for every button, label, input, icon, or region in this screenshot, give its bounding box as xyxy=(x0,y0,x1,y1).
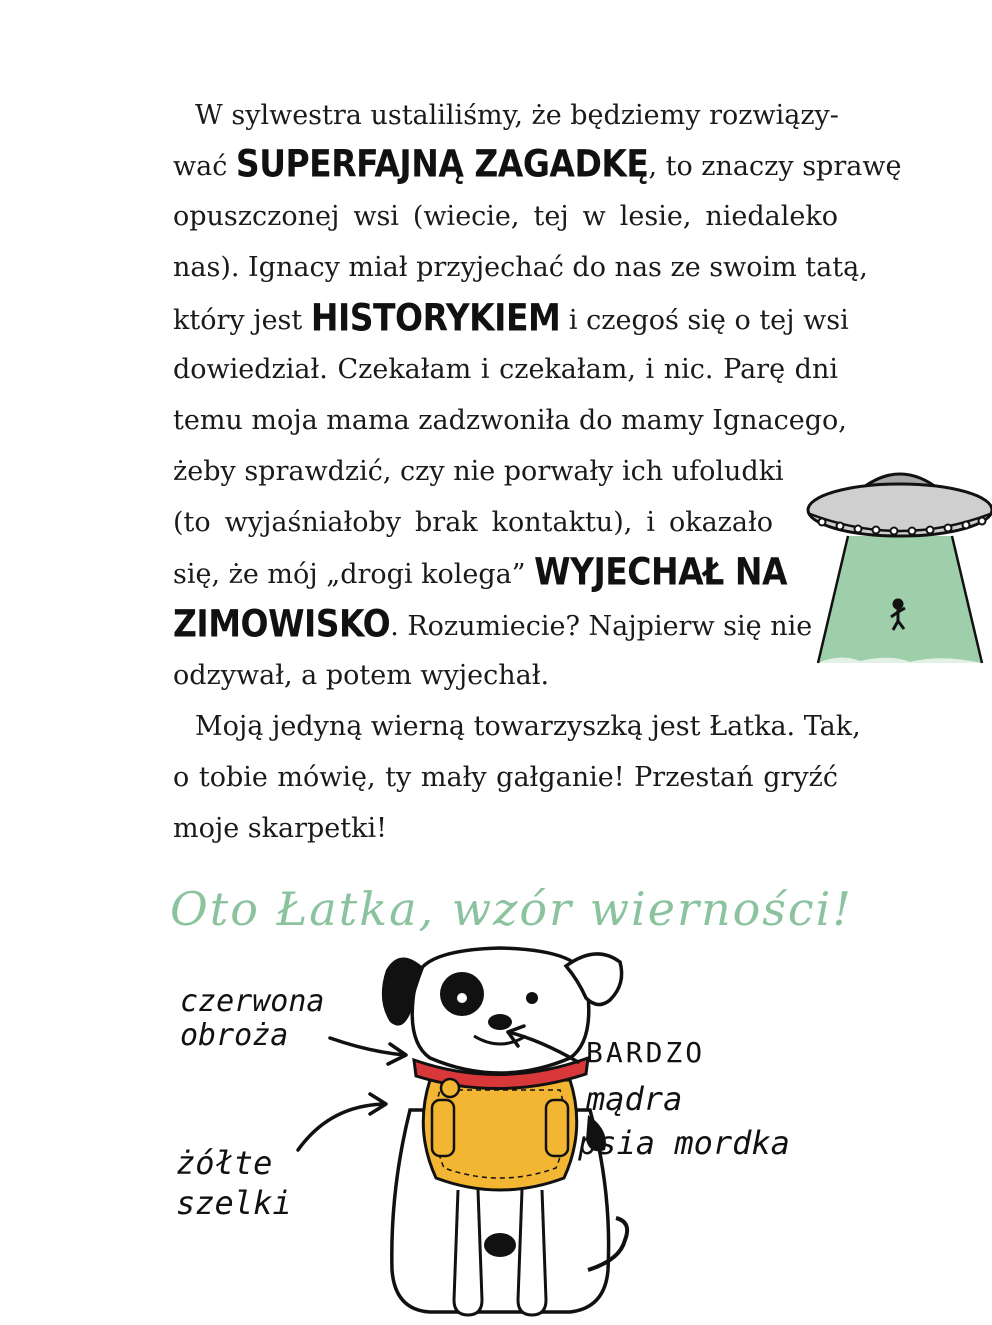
dog-nose xyxy=(488,1014,512,1030)
text-span: wać xyxy=(173,151,236,182)
label-harness-line1: żółte xyxy=(176,1144,273,1182)
text-line: nas). Ignacy miał przyjechać do nas ze swoim tatą, xyxy=(173,252,868,283)
text-span: , to znaczy sprawę xyxy=(648,151,902,182)
label-harness-line2: szelki xyxy=(176,1184,292,1222)
label-face-line3: psia mordka xyxy=(578,1124,790,1162)
text-line: (to wyjaśniałoby brak kontaktu), i okazało xyxy=(173,507,773,538)
text-line: Moją jedyną wierną towarzyszką jest Łatka. Tak, xyxy=(195,711,861,742)
label-face-line2: mądra xyxy=(586,1080,683,1118)
emphasis-wyjechal-na: WYJECHAŁ NA xyxy=(534,549,787,594)
text-line: żeby sprawdzić, czy nie porwały ich ufoludki xyxy=(173,456,784,487)
dog-harness-strap xyxy=(432,1100,454,1156)
dog-eye-right xyxy=(526,992,538,1004)
dog-leg xyxy=(454,1190,482,1315)
text-span: i czegoś się o tej wsi xyxy=(560,305,849,336)
text-line xyxy=(173,546,787,597)
label-collar-line1: czerwona xyxy=(180,984,325,1019)
text-span: się, że mój „drogi kolega” xyxy=(173,559,535,590)
text-line: moje skarpetki! xyxy=(173,813,387,844)
text-line: o tobie mówię, ty mały gałganie! Przestań gryźć xyxy=(173,762,838,793)
text-line xyxy=(173,292,849,343)
text-line xyxy=(173,598,812,649)
ufo-icon xyxy=(800,458,992,668)
text-line: W sylwestra ustaliliśmy, że będziemy rozwiązy- xyxy=(195,100,839,131)
text-line: odzywał, a potem wyjechał. xyxy=(173,660,550,691)
text-line: opuszczonej wsi (wiecie, tej w lesie, niedaleko xyxy=(173,201,838,232)
dog-eye-left xyxy=(457,993,467,1003)
emphasis-zimowisko: ZIMOWISKO xyxy=(173,601,391,646)
text-line: dowiedział. Czekałam i czekałam, i nic. Parę dni xyxy=(173,354,838,385)
text-span: . Rozumiecie? Najpierw się nie xyxy=(390,611,813,642)
dog-collar-tag xyxy=(441,1079,459,1097)
dog-head xyxy=(412,948,589,1073)
emphasis-superfajna-zagadka: SUPERFAJNĄ ZAGADKĘ xyxy=(235,141,649,186)
dog-spot xyxy=(484,1233,516,1257)
illustration-title: Oto Łatka, wzór wierności! xyxy=(170,882,853,936)
emphasis-historykiem: HISTORYKIEM xyxy=(310,295,561,340)
label-face-line1: BARDZO xyxy=(586,1036,706,1069)
dog-harness-strap xyxy=(546,1100,568,1156)
dog-leg xyxy=(518,1190,546,1315)
label-collar-line2: obroża xyxy=(180,1018,289,1053)
text-line: temu moja mama zadzwoniła do mamy Ignacego, xyxy=(173,405,847,436)
text-span: który jest xyxy=(173,305,311,336)
text-line xyxy=(173,138,902,189)
